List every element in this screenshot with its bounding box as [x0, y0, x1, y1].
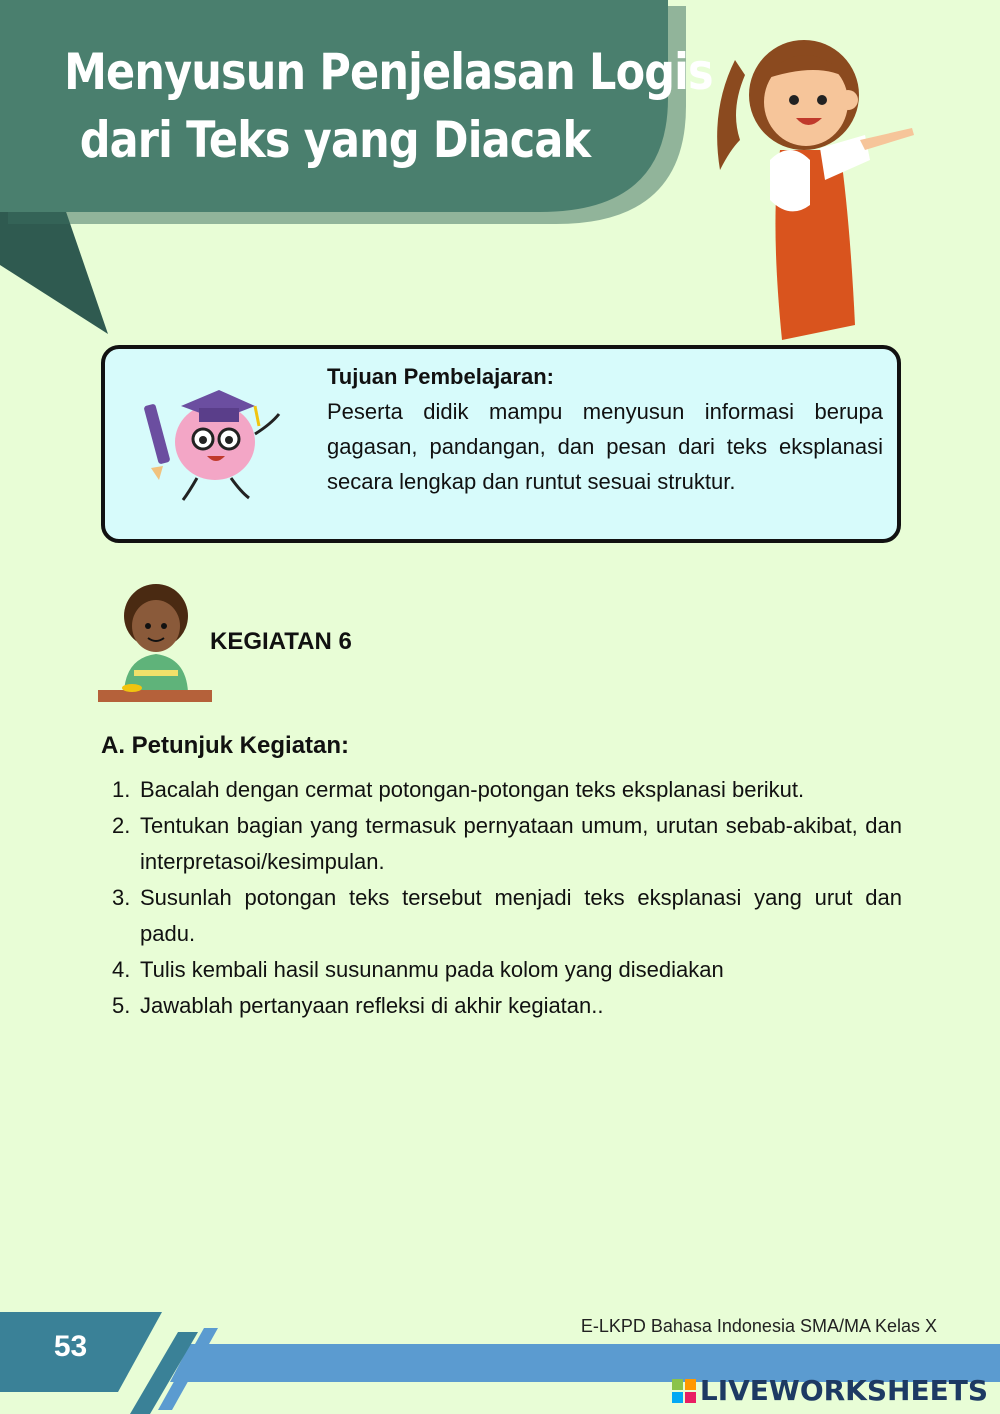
instructions-list	[112, 772, 902, 1024]
instruction-number: 4.	[112, 957, 131, 982]
instruction-text: Tulis kembali hasil susunanmu pada kolom yang disediakan	[140, 957, 724, 982]
page-title	[64, 38, 713, 174]
instruction-number: 1.	[112, 777, 131, 802]
objective-body: Peserta didik mampu menyusun informasi berupa gagasan, pandangan, dan pesan dari teks eksplanasi secara lengkap dan runtut sesuai struktur.	[327, 399, 883, 494]
instruction-item	[112, 952, 902, 988]
instruction-text: Bacalah dengan cermat potongan-potongan teks eksplanasi berikut.	[140, 777, 805, 802]
instruction-number: 3.	[112, 885, 131, 910]
pointing-girl-illustration	[700, 20, 940, 350]
instruction-item	[112, 772, 902, 808]
instruction-text: Tentukan bagian yang termasuk pernyataan umum, urutan sebab-akibat, dan interpretasoi/kesimpulan.	[140, 813, 902, 874]
footer-caption: E-LKPD Bahasa Indonesia SMA/MA Kelas X	[580, 1316, 937, 1336]
instructions-heading: A. Petunjuk Kegiatan:	[101, 732, 350, 759]
instruction-text: Susunlah potongan teks tersebut menjadi teks eksplanasi yang urut dan padu.	[140, 885, 902, 946]
objective-text	[327, 359, 883, 499]
page-title-line1: Menyusun Penjelasan Logis	[64, 43, 713, 101]
liveworksheets-logo-icon	[672, 1379, 696, 1403]
instruction-item	[112, 988, 902, 1024]
brain-graduate-icon	[143, 384, 293, 509]
liveworksheets-logo-text: LIVEWORKSHEETS	[699, 1374, 988, 1407]
instruction-item	[112, 880, 902, 952]
instruction-number: 5.	[112, 993, 131, 1018]
liveworksheets-logo[interactable]	[672, 1374, 988, 1407]
instruction-text: Jawablah pertanyaan refleksi di akhir kegiatan..	[140, 993, 604, 1018]
page-title-line2: dari Teks yang Diacak	[79, 111, 591, 169]
instruction-item	[112, 808, 902, 880]
page-number: 53	[53, 1330, 88, 1363]
objective-title: Tujuan Pembelajaran:	[327, 364, 554, 389]
student-boy-illustration	[98, 582, 214, 704]
instruction-number: 2.	[112, 813, 131, 838]
activity-title: KEGIATAN 6	[210, 628, 352, 655]
learning-objective-box	[101, 345, 901, 543]
